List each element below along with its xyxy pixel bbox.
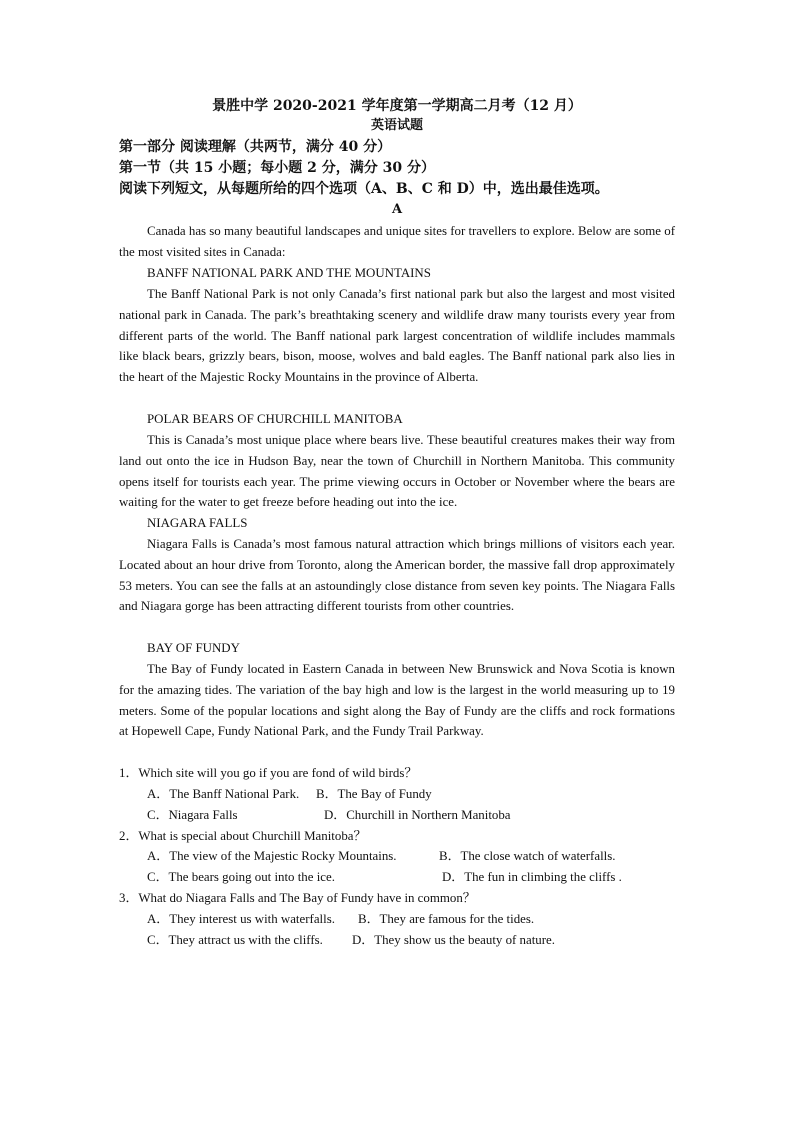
question-3-stem: 3．What do Niagara Falls and The Bay of Fundy have in common？	[119, 891, 476, 905]
site-text-churchill: This is Canada’s most unique place where bears live. These beautiful creatures makes their way from land out onto the ice in Hudson Bay, near the town of Churchill in Northern Manitoba. This community opens itself for tourists each year. The prime viewing occurs in October or November where the bears are waiting for the water to get freeze before heading out into the ice.	[119, 433, 675, 510]
question-3-option-d: D．They show us the beauty of nature.	[352, 933, 555, 947]
question-3-option-a: A．They interest us with waterfalls.	[147, 912, 335, 926]
site-text-banff: The Banff National Park is not only Canada’s first national park but also the largest and most visited national park in Canada. The park’s breathtaking scenery and wildlife draw many tourists every year from different parts of the world. The Banff national park largest concentration of wildlife includes mammals like black bears, grizzly bears, bison, moose, wolves and bald eagles. The Banff national park also lies in the heart of the Majestic Rocky Mountains in the province of Alberta.	[119, 287, 675, 385]
question-3-option-c: C．They attract us with the cliffs.	[147, 933, 323, 947]
site-heading-niagara: NIAGARA FALLS	[147, 516, 248, 530]
passage-letter: A	[391, 202, 403, 217]
subject-title: 英语试题	[370, 118, 423, 133]
site-text-fundy: The Bay of Fundy located in Eastern Canada in between New Brunswick and Nova Scotia is known for the amazing tides. The variation of the bay high and low is the largest in the world measuring up to 19 meters. Some of the popular locations and sight along the Bay of Fundy are the cliffs and rock formations at Hopewell Cape, Fundy National Park, and the Fundy Trail Parkway.	[119, 662, 675, 739]
passage-intro: Canada has so many beautiful landscapes and unique sites for travellers to explore. Below are some of the most visited sites in Canada:	[119, 224, 675, 259]
question-1-option-c: C．Niagara Falls	[147, 808, 238, 822]
site-heading-fundy: BAY OF FUNDY	[147, 641, 240, 655]
question-3-option-b: B．They are famous for the tides.	[358, 912, 535, 926]
question-1-option-b: B．The Bay of Fundy	[316, 787, 432, 801]
instruction-text: 阅读下列短文，从每题所给的四个选项（A、B、C 和 D）中，选出最佳选项。	[119, 181, 609, 197]
site-heading-banff: BANFF NATIONAL PARK AND THE MOUNTAINS	[147, 266, 431, 280]
part-heading: 第一部分 阅读理解（共两节，满分 40 分）	[119, 139, 392, 155]
section-heading: 第一节（共 15 小题；每小题 2 分，满分 30 分）	[119, 160, 435, 176]
exam-title: 景胜中学 2020-2021 学年度第一学期高二月考（12 月）	[212, 98, 582, 114]
question-2-stem: 2．What is special about Churchill Manitoba？	[119, 829, 367, 843]
site-text-niagara: Niagara Falls is Canada’s most famous natural attraction which brings millions of visitors each year. Located about an hour drive from Toronto, along the American border, the massive fall drop approximately 53 meters. You can see the falls at an astoundingly close distance from seven key points. The Niagara Falls and Niagara gorge has been attracting different tourists from other countries.	[119, 537, 675, 614]
question-2-option-b: B．The close watch of waterfalls.	[439, 849, 616, 863]
question-2-option-d: D．The fun in climbing the cliffs .	[442, 870, 622, 884]
question-1-option-a: A．The Banff National Park.	[147, 787, 300, 801]
question-1-stem: 1．Which site will you go if you are fond of wild birds？	[119, 766, 418, 780]
question-2-option-a: A．The view of the Majestic Rocky Mountains.	[147, 849, 397, 863]
question-1-option-d: D．Churchill in Northern Manitoba	[324, 808, 511, 822]
site-heading-churchill: POLAR BEARS OF CHURCHILL MANITOBA	[147, 412, 403, 426]
question-2-option-c: C．The bears going out into the ice.	[147, 870, 335, 884]
